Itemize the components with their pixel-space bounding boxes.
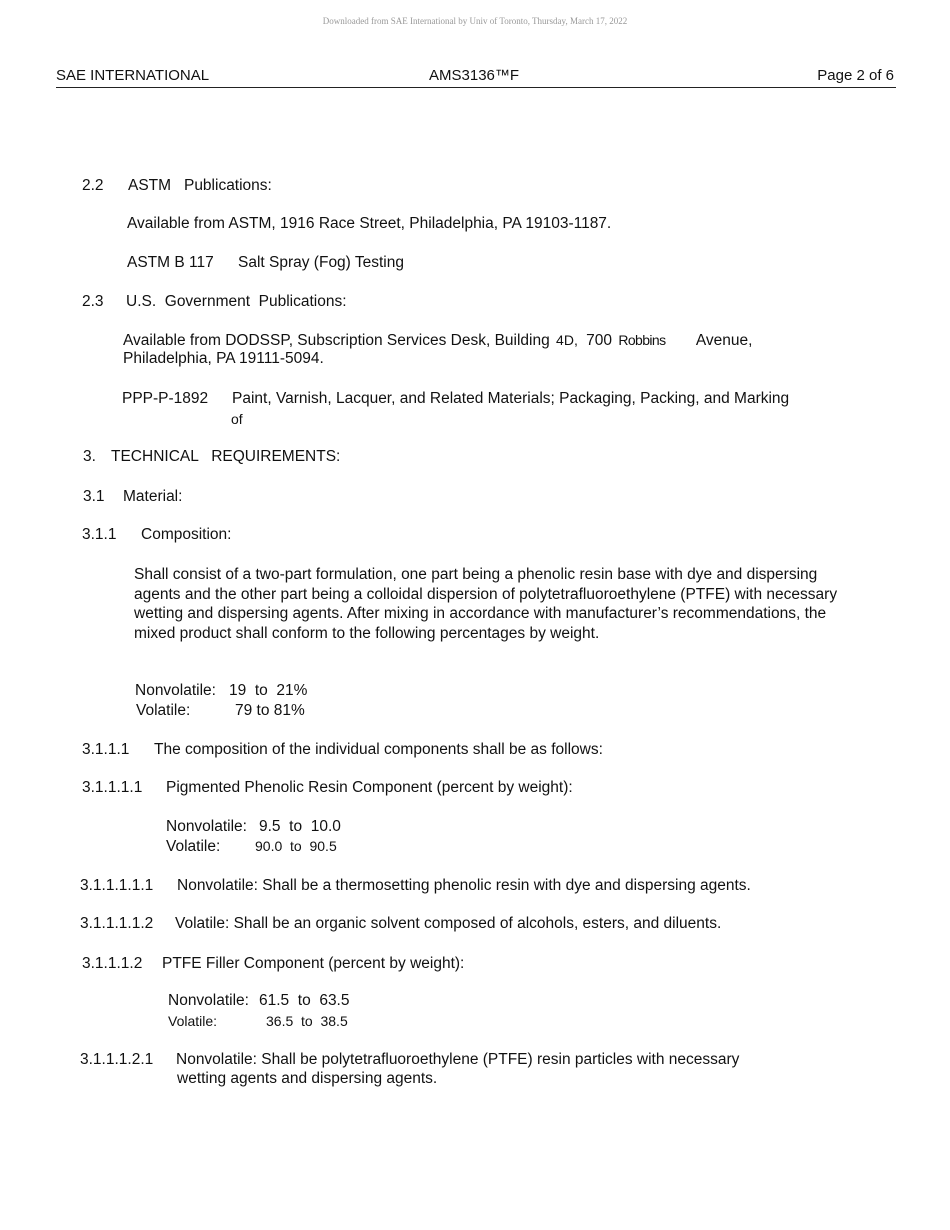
ptfe-volatile-label: Volatile:: [168, 1013, 218, 1029]
ppp-ref-title: Paint, Varnish, Lacquer, and Related Materials; Packaging, Packing, and Marking: [232, 390, 790, 407]
header-divider: [56, 87, 896, 88]
section-3-1-title: Material:: [123, 488, 183, 505]
section-3-1-number: 3.1: [83, 488, 105, 505]
dodssp-avenue: Avenue,: [695, 332, 753, 349]
dodssp-availability-line1: [123, 332, 752, 350]
dodssp-availability-text: Available from DODSSP, Subscription Services Desk, Building: [123, 332, 550, 349]
download-watermark: Downloaded from SAE International by Univ of Toronto, Thursday, March 17, 2022: [322, 16, 628, 26]
ppp-ref-code: PPP-P-1892: [122, 390, 209, 407]
composition-volatile-value: 79 to 81%: [235, 702, 305, 719]
dodssp-street-name: Robbins: [618, 332, 666, 348]
section-3-1-1-1-1-number: 3.1.1.1.1: [82, 779, 143, 796]
phenolic-nonvolatile-value: 9.5 to 10.0: [259, 818, 341, 835]
section-3-1-1-1-2-number: 3.1.1.1.2: [82, 955, 143, 972]
astm-ref-title: Salt Spray (Fog) Testing: [238, 254, 404, 271]
ppp-ref-title-continued: of: [231, 411, 243, 427]
section-2-2-number: 2.2: [82, 177, 104, 194]
ptfe-nonvolatile-value: 61.5 to 63.5: [259, 992, 350, 1009]
section-3-1-1-1-2-1-line2: wetting agents and dispersing agents.: [177, 1070, 438, 1087]
composition-volatile-label: Volatile:: [136, 702, 191, 719]
section-3-1-1-1-2-1-line1: Nonvolatile: Shall be polytetrafluoroethylene (PTFE) resin particles with necessary: [176, 1051, 740, 1068]
section-3-1-1-number: 3.1.1: [82, 526, 117, 543]
section-3-1-1-title: Composition:: [141, 526, 232, 543]
section-3-1-1-1-2-1-number: 3.1.1.1.2.1: [80, 1051, 154, 1068]
header-document-id: AMS3136™F: [429, 67, 520, 84]
dodssp-availability-line2: Philadelphia, PA 19111-5094.: [123, 350, 324, 367]
section-3-title: TECHNICAL REQUIREMENTS:: [111, 448, 341, 465]
ptfe-nonvolatile-label: Nonvolatile:: [168, 992, 249, 1009]
phenolic-nonvolatile-label: Nonvolatile:: [166, 818, 247, 835]
section-3-1-1-1-1-text: Pigmented Phenolic Resin Component (percent by weight):: [166, 779, 573, 796]
section-3-1-1-1-1-1-text: Nonvolatile: Shall be a thermosetting phenolic resin with dye and dispersing agents.: [177, 877, 751, 894]
composition-paragraph: Shall consist of a two-part formulation, one part being a phenolic resin base with dye and dispersing agents and the other part being a colloidal dispersion of polytetrafluoroethylene (PTFE) with necessary wetting and dispersing agents. After mixing in accordance with manufacturer’s recommendations, the mixed product shall conform to the following percentages by weight.: [134, 566, 838, 642]
section-2-3-title: U.S. Government Publications:: [126, 293, 347, 310]
section-3-1-1-1-text: The composition of the individual components shall be as follows:: [154, 741, 603, 758]
section-3-number: 3.: [83, 448, 96, 465]
section-3-1-1-1-1-1-number: 3.1.1.1.1.1: [80, 877, 154, 894]
section-2-3-number: 2.3: [82, 293, 104, 310]
section-3-1-1-1-2-text: PTFE Filler Component (percent by weight):: [162, 955, 465, 972]
composition-nonvolatile-value: 19 to 21%: [229, 682, 308, 699]
astm-ref-code: ASTM B 117: [127, 254, 214, 271]
header-publisher: SAE INTERNATIONAL: [56, 67, 210, 84]
astm-availability: Available from ASTM, 1916 Race Street, Philadelphia, PA 19103-1187.: [127, 215, 612, 232]
section-3-1-1-1-number: 3.1.1.1: [82, 741, 130, 758]
phenolic-volatile-label: Volatile:: [166, 838, 221, 855]
section-2-2-title: ASTM Publications:: [128, 177, 272, 194]
header-page-number: Page 2 of 6: [817, 67, 894, 84]
ptfe-volatile-value: 36.5 to 38.5: [266, 1013, 348, 1029]
section-3-1-1-1-1-2-text: Volatile: Shall be an organic solvent composed of alcohols, esters, and diluents.: [175, 915, 722, 932]
dodssp-building: 4D,: [556, 332, 578, 348]
phenolic-volatile-value: 90.0 to 90.5: [255, 838, 337, 854]
section-3-1-1-1-1-2-number: 3.1.1.1.1.2: [80, 915, 154, 932]
composition-nonvolatile-label: Nonvolatile:: [135, 682, 216, 699]
dodssp-street-number: 700: [586, 332, 613, 349]
